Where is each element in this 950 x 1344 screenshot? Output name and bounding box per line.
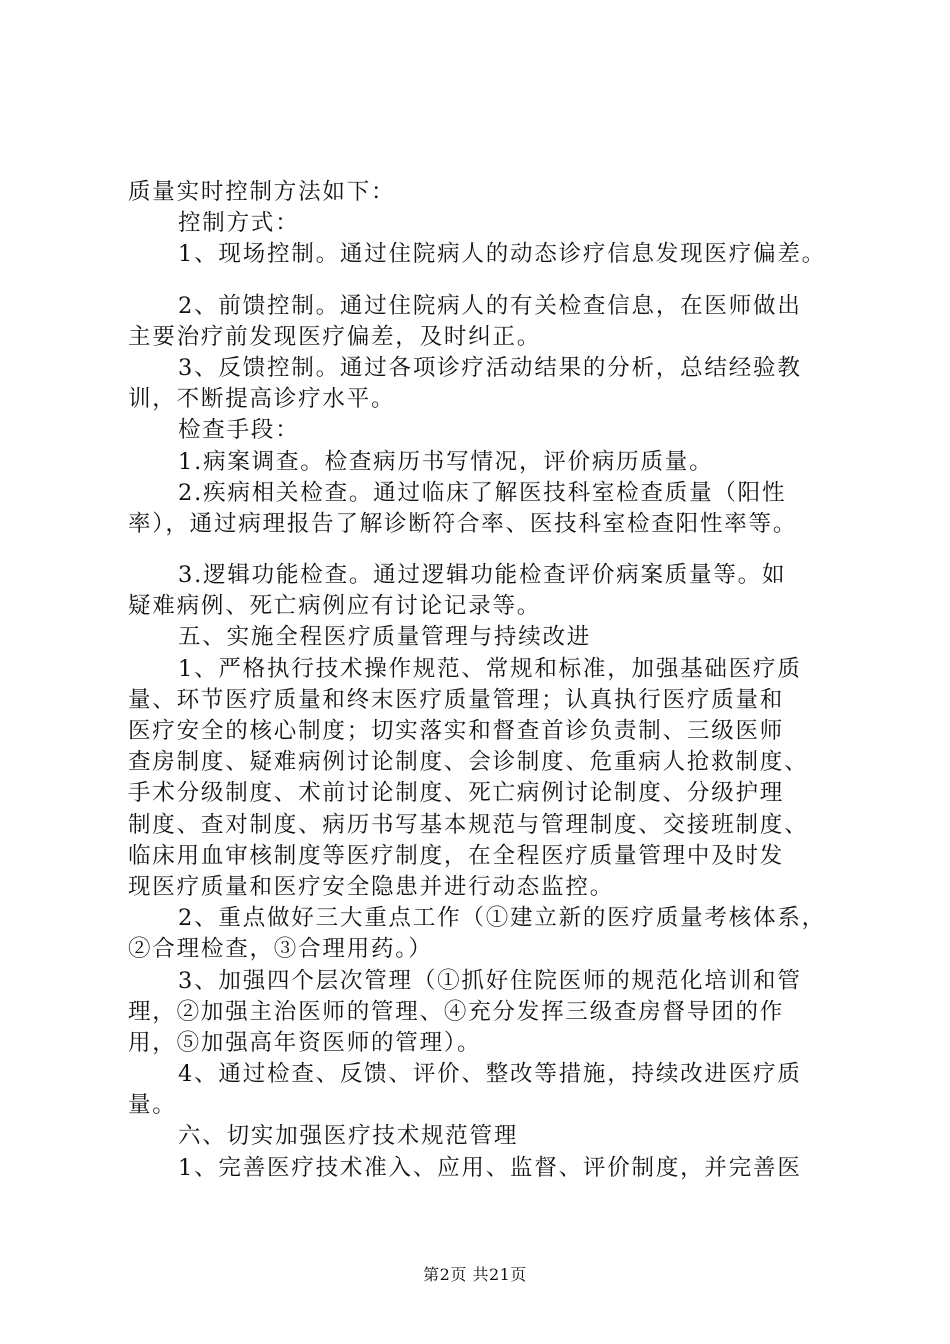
text-line: 质量实时控制方法如下： [128, 179, 396, 205]
text-line: 用，⑤加强高年资医师的管理）。 [128, 1029, 482, 1056]
text-line: 3.逻辑功能检查。通过逻辑功能检查评价病案质量等。如 [178, 562, 787, 589]
text-line: 1、完善医疗技术准入、应用、监督、评价制度，并完善医 [178, 1154, 802, 1181]
paragraph-gap [128, 271, 856, 291]
section-heading: 五、实施全程医疗质量管理与持续改进 [178, 624, 592, 651]
text-line: 查房制度、疑难病例讨论制度、会诊制度、危重病人抢救制度、 [128, 749, 809, 776]
text-line: 临床用血审核制度等医疗制度，在全程医疗质量管理中及时发 [128, 842, 785, 869]
text-line: 1.病案调查。检查病历书写情况，评价病历质量。 [178, 448, 714, 475]
text-line: 3、反馈控制。通过各项诊疗活动结果的分析，总结经验教 [178, 354, 802, 381]
text-line: 2、重点做好三大重点工作（①建立新的医疗质量考核体系， [178, 905, 826, 932]
text-line: 3、加强四个层次管理（①抓好住院医师的规范化培训和管 [178, 967, 802, 994]
text-line: 检查手段： [178, 417, 300, 444]
text-line: 量。 [128, 1092, 177, 1119]
text-line: 手术分级制度、术前讨论制度、死亡病例讨论制度、分级护理 [128, 780, 785, 807]
text-line: 控制方式： [178, 210, 300, 237]
text-line: 2、前馈控制。通过住院病人的有关检查信息，在医师做出 [178, 292, 802, 319]
text-line: 1、严格执行技术操作规范、常规和标准，加强基础医疗质 [178, 655, 802, 682]
text-line: 率），通过病理报告了解诊断符合率、医技科室检查阳性率等。 [128, 510, 798, 537]
text-line: 医疗安全的核心制度；切实落实和督查首诊负责制、三级医师 [128, 718, 785, 744]
text-line: 量、环节医疗质量和终末医疗质量管理；认真执行医疗质量和 [128, 686, 785, 713]
text-line: 2.疾病相关检查。通过临床了解医技科室检查质量（阳性 [178, 479, 787, 506]
text-line: 主要治疗前发现医疗偏差，及时纠正。 [128, 323, 542, 350]
text-line: 现医疗质量和医疗安全隐患并进行动态监控。 [128, 873, 615, 900]
section-heading: 六、切实加强医疗技术规范管理 [178, 1123, 519, 1150]
text-line: 4、通过检查、反馈、评价、整改等措施，持续改进医疗质 [178, 1061, 802, 1088]
text-line: 1、现场控制。通过住院病人的动态诊疗信息发现医疗偏差。 [178, 241, 826, 268]
paragraph-gap [128, 540, 856, 560]
text-line: 疑难病例、死亡病例应有讨论记录等。 [128, 593, 542, 620]
page-number-footer: 第2页 共21页 [423, 1265, 527, 1284]
text-line: 理，②加强主治医师的管理、④充分发挥三级查房督导团的作 [128, 998, 785, 1025]
text-line: 训，不断提高诊疗水平。 [128, 386, 396, 413]
text-line: 制度、查对制度、病历书写基本规范与管理制度、交接班制度、 [128, 811, 809, 838]
document-body [128, 177, 856, 1184]
text-line: ②合理检查，③合理用药。） [128, 936, 433, 963]
